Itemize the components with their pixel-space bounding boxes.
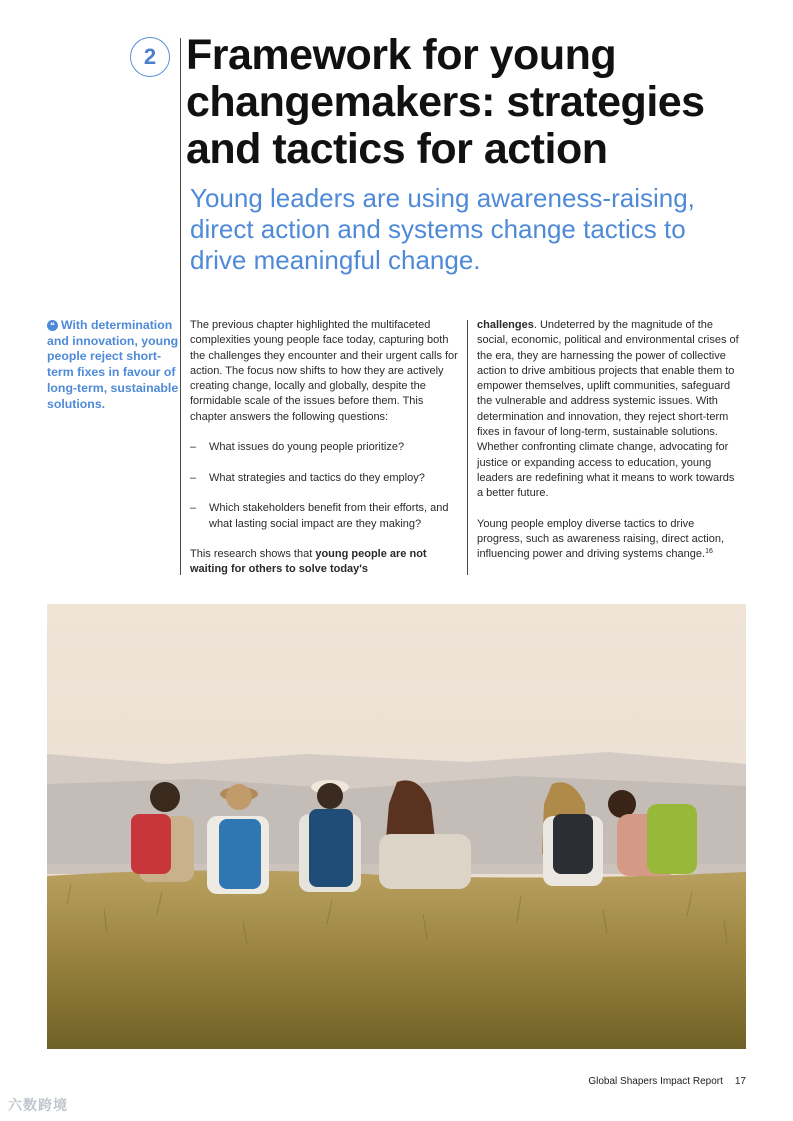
question-list (190, 440, 460, 532)
photo-illustration (47, 604, 746, 1049)
research-bold-part-1: young people are not waiting for others to solve today's (190, 548, 427, 576)
photo-image (47, 604, 746, 1049)
footnote-ref: 16 (705, 548, 713, 556)
vertical-divider (180, 38, 181, 575)
pull-quote-text: With determination and innovation, young people reject short-term fixes in favour of long-term, sustainable solutions. (47, 318, 179, 411)
list-item: – What strategies and tactics do they employ? (190, 471, 425, 484)
page-footer (588, 1076, 746, 1087)
pull-quote (47, 318, 179, 412)
watermark: 六数跨境 (8, 1097, 68, 1113)
research-paragraph-start (190, 547, 460, 578)
research-rest: . Undeterred by the magnitude of the social, economic, political and environmental crises of the era, they are harnessing the power of collective action to drive ambitious projects that enable them to empower themselves, uplift communities, safeguard the vulnerable and address systemic issues. With determination and innovation, they reject short-term fixes in favour of long-term, sustainable solutions. Whether confronting climate change, advocating for justice or expanding access to education, young leaders are redefining what it means to work towards a better future. (477, 319, 739, 500)
research-paragraph-continued (477, 318, 742, 502)
research-lead: This research shows that (190, 548, 316, 560)
intro-paragraph: The previous chapter highlighted the multifaceted complexities young people face today, capturing both the challenges they encounter and their urgent calls for action. The focus now shifts to how they are actively creating change, locally and globally, despite the formidable scale of the issues before them. This chapter answers the following questions: (190, 319, 458, 423)
body-column-left (190, 318, 460, 547)
report-name: Global Shapers Impact Report (588, 1076, 723, 1087)
research-bold-part-2: challenges (477, 319, 534, 331)
list-item: – Which stakeholders benefit from their efforts, and what lasting social impact are they making? (190, 502, 449, 530)
quote-icon: ❝ (47, 320, 58, 331)
chapter-number-badge (130, 37, 170, 77)
body-column-right (477, 318, 742, 563)
page-subtitle: Young leaders are using awareness-raising, direct action and systems change tactics to drive meaningful change. (190, 183, 695, 275)
page-title: Framework for young changemakers: strategies and tactics for action (186, 31, 705, 173)
page-number: 17 (734, 1076, 746, 1087)
column-divider (467, 320, 468, 575)
tactics-paragraph: Young people employ diverse tactics to drive progress, such as awareness raising, direct action, influencing power and driving systems change.$^{16}$ (477, 517, 725, 561)
list-item: – What issues do young people prioritize? (190, 441, 405, 454)
chapter-number: 2 (143, 44, 157, 69)
